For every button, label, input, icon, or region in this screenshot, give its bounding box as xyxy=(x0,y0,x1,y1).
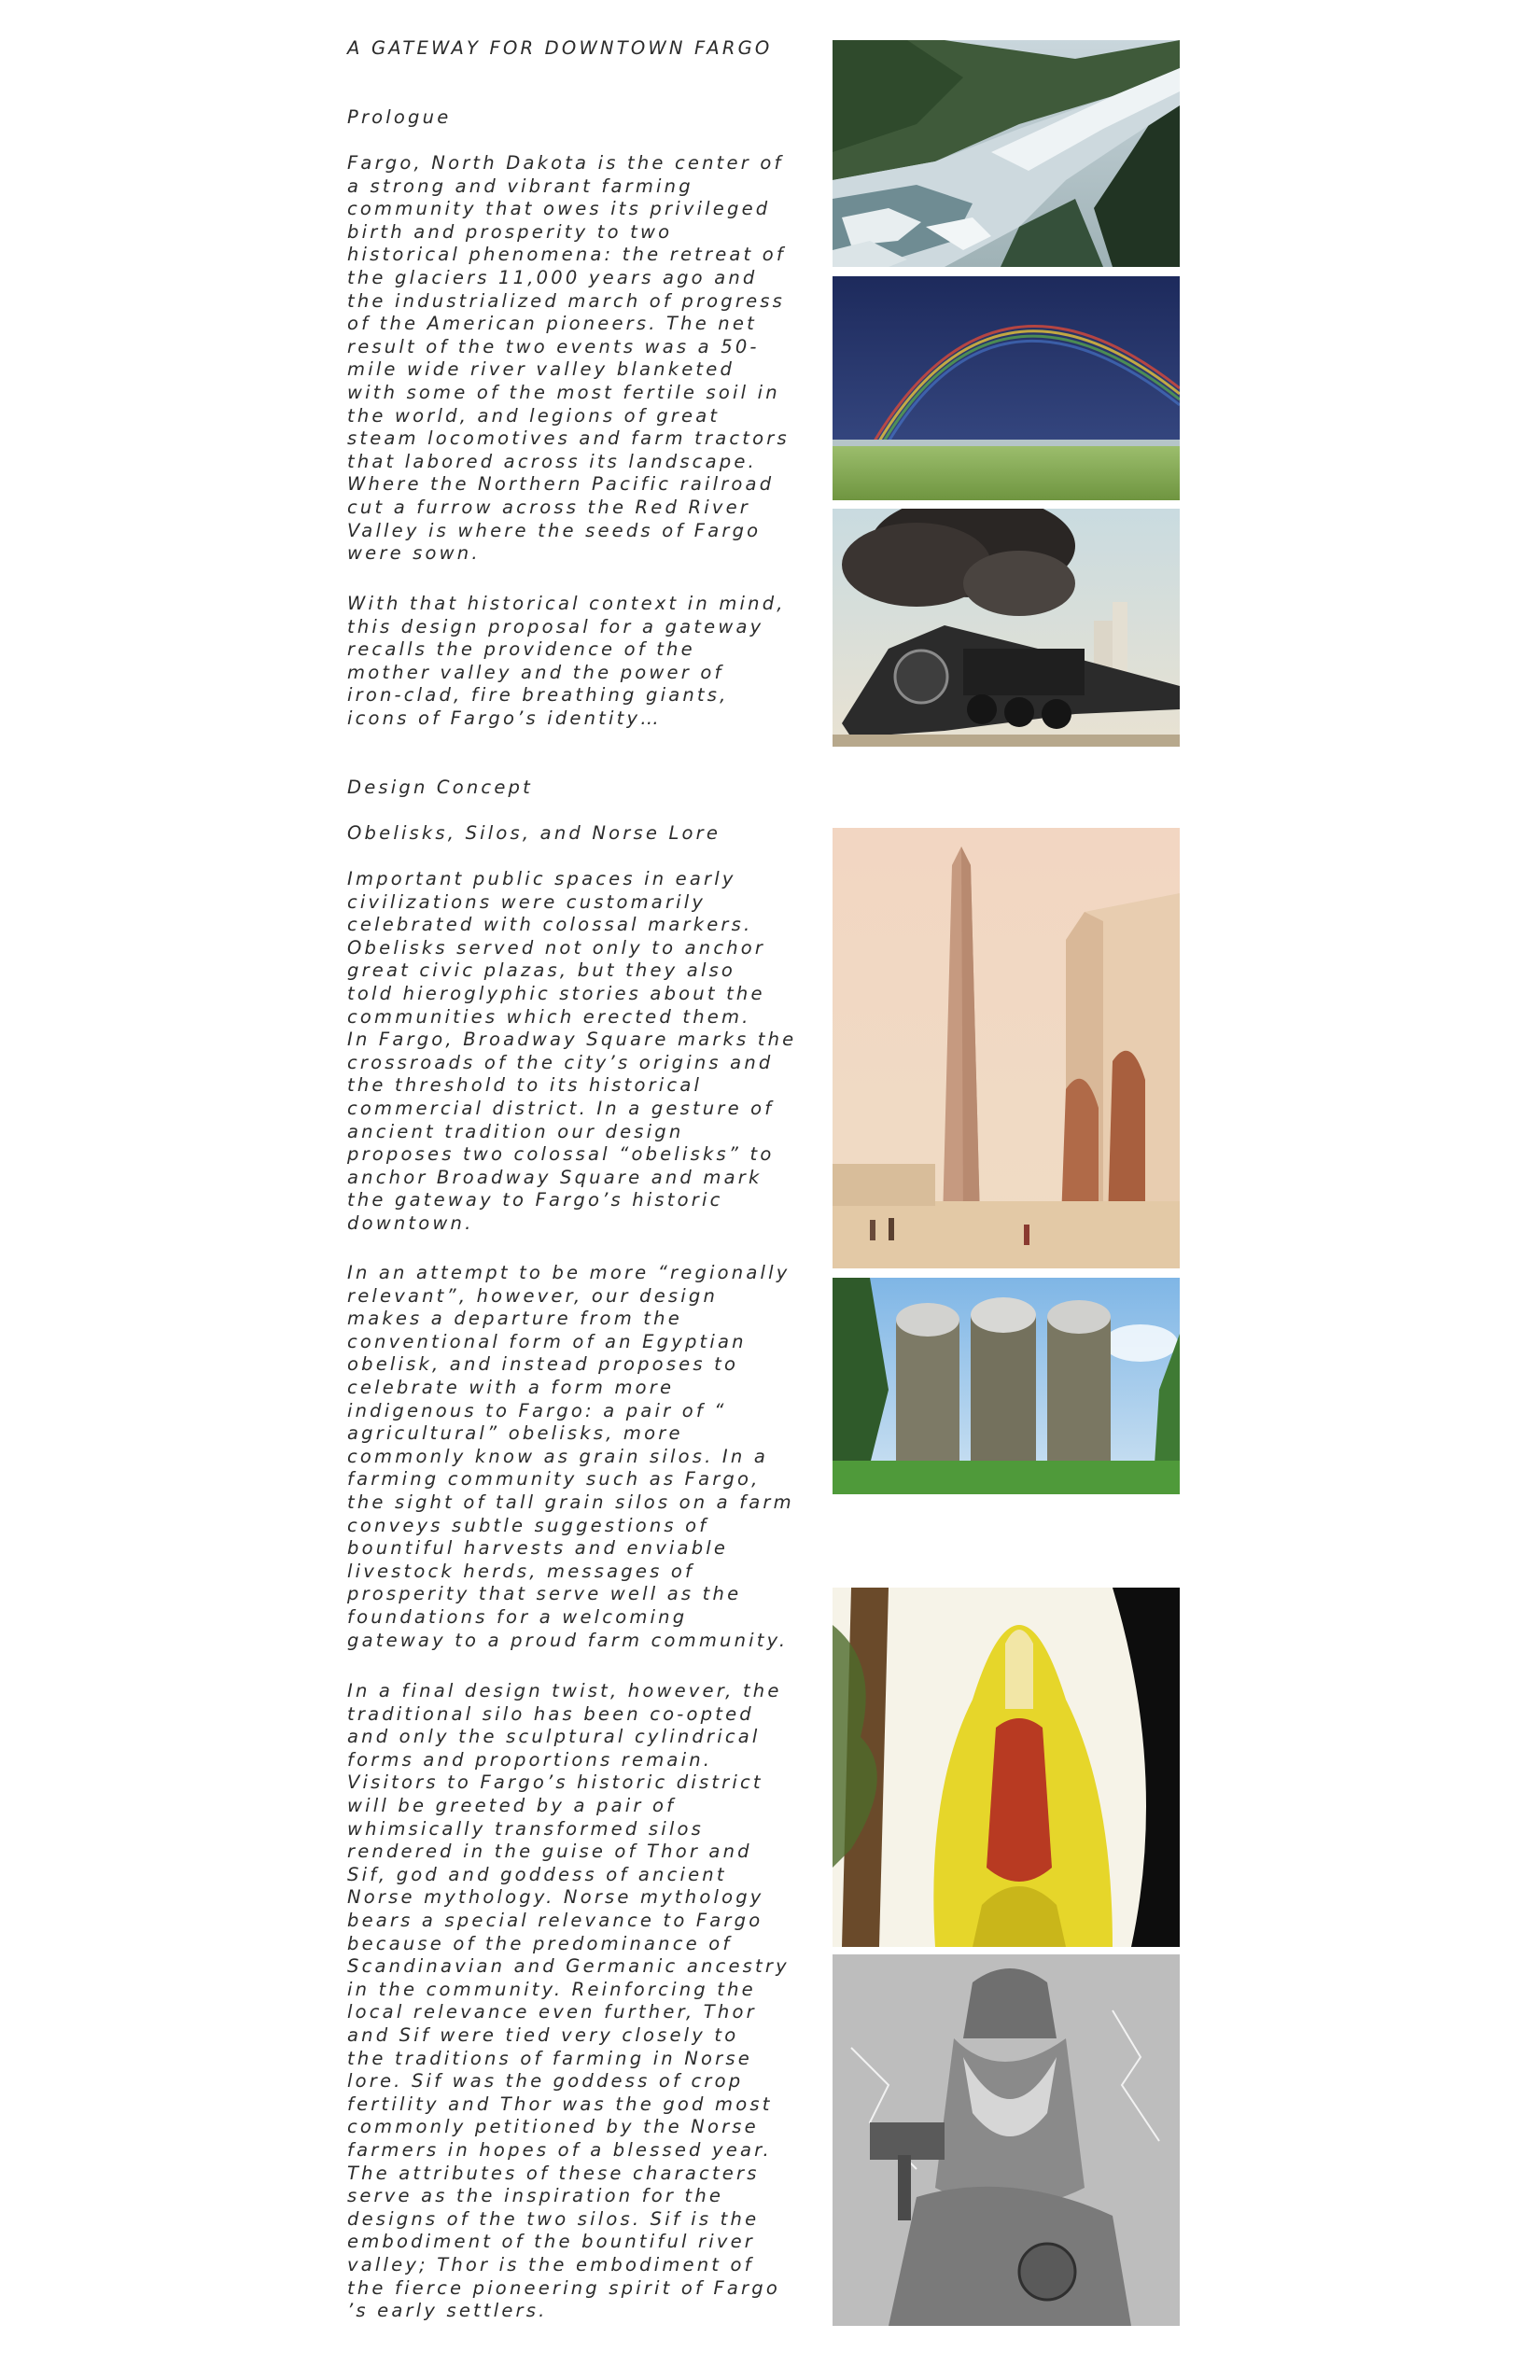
design-paragraph-2-line: celebrate with a form more xyxy=(347,1377,675,1398)
prologue-paragraph-2-line: this design proposal for a gateway xyxy=(347,615,764,637)
design-paragraph-2-line: agricultural” obelisks, more xyxy=(347,1422,683,1445)
design-paragraph-3-line: Norse mythology. Norse mythology xyxy=(347,1886,764,1909)
design-paragraph-3-line: ’s early settlers. xyxy=(347,2300,548,2322)
design-paragraph-2-line: obelisk, and instead proposes to xyxy=(347,1353,739,1376)
design-paragraph-3-line: traditional silo has been co-opted xyxy=(347,1702,754,1725)
document-title: A GATEWAY FOR DOWNTOWN FARGO xyxy=(347,37,773,59)
design-paragraph-3-line: whimsically transformed silos xyxy=(347,1817,704,1840)
prologue-paragraph-2-line: iron-clad, fire breathing giants, xyxy=(347,684,729,707)
design-paragraph-2-line: indigenous to Fargo: a pair of “ xyxy=(347,1399,727,1421)
design-paragraph-3-line: farmers in hopes of a blessed year. xyxy=(347,2139,772,2161)
design-paragraph-3-line: and only the sculptural cylindrical xyxy=(347,1726,761,1748)
prologue-paragraph-1-line: the world, and legions of great xyxy=(347,404,721,427)
prologue-heading: Prologue xyxy=(347,106,452,128)
rainbow-prairie-photo xyxy=(833,276,1180,500)
design-paragraph-2-line: livestock herds, messages of xyxy=(347,1560,695,1582)
design-paragraph-1-line: downtown. xyxy=(347,1212,474,1234)
design-paragraph-1-line: Important public spaces in early xyxy=(347,868,736,889)
prologue-paragraph-1-line: that labored across its landscape. xyxy=(347,450,757,472)
steam-locomotive-photo xyxy=(833,509,1180,747)
grain-silos-photo xyxy=(833,1278,1180,1494)
design-paragraph-2-line: commonly know as grain silos. In a xyxy=(347,1445,768,1467)
design-paragraph-3-line: in the community. Reinforcing the xyxy=(347,1978,756,2000)
design-paragraph-3-line: commonly petitioned by the Norse xyxy=(347,2116,759,2138)
thor-god-illustration xyxy=(833,1954,1180,2326)
design-paragraph-1-line: the threshold to its historical xyxy=(347,1074,703,1097)
design-paragraph-1-line: crossroads of the city’s origins and xyxy=(347,1051,774,1073)
design-paragraph-2-line: conveys subtle suggestions of xyxy=(347,1514,709,1536)
design-paragraph-3-line: rendered in the guise of Thor and xyxy=(347,1841,752,1863)
glacier-valley-photo xyxy=(833,40,1180,267)
design-paragraph-3-line: embodiment of the bountiful river xyxy=(347,2231,756,2253)
prologue-paragraph-1-line: the industrialized march of progress xyxy=(347,289,786,312)
design-paragraph-1-line: civilizations were customarily xyxy=(347,890,707,913)
prologue-paragraph-1-line: birth and prosperity to two xyxy=(347,220,673,243)
design-paragraph-1-line: the gateway to Fargo’s historic xyxy=(347,1189,723,1211)
design-paragraph-3-line: valley; Thor is the embodiment of xyxy=(347,2254,754,2275)
design-paragraph-2-line: bountiful harvests and enviable xyxy=(347,1537,729,1560)
design-paragraph-2-line: the sight of tall grain silos on a farm xyxy=(347,1491,794,1513)
prologue-paragraph-1-line: of the American pioneers. The net xyxy=(347,313,757,335)
design-paragraph-2-line: gateway to a proud farm community. xyxy=(347,1629,789,1651)
design-paragraph-3-line: lore. Sif was the goddess of crop xyxy=(347,2070,744,2093)
design-paragraph-1-line: communities which erected them. xyxy=(347,1005,751,1028)
design-paragraph-3-line: forms and proportions remain. xyxy=(347,1748,713,1771)
design-paragraph-3-line: serve as the inspiration for the xyxy=(347,2185,724,2207)
design-paragraph-1-line: ancient tradition our design xyxy=(347,1120,684,1142)
prologue-paragraph-1-line: were sown. xyxy=(347,542,481,565)
prologue-paragraph-1-line: mile wide river valley blanketed xyxy=(347,358,735,381)
design-paragraph-1-line: Obelisks served not only to anchor xyxy=(347,936,766,959)
design-paragraph-3-line: and Sif were tied very closely to xyxy=(347,2024,739,2046)
design-paragraph-1-line: great civic plazas, but they also xyxy=(347,959,736,982)
prologue-paragraph-1-line: historical phenomena: the retreat of xyxy=(347,244,786,266)
design-paragraph-3-line: local relevance even further, Thor xyxy=(347,2001,757,2023)
design-paragraph-3-line: Sif, god and goddess of ancient xyxy=(347,1863,727,1885)
design-paragraph-2-line: prosperity that serve well as the xyxy=(347,1583,742,1605)
design-paragraph-1-line: celebrated with colossal markers. xyxy=(347,914,753,936)
prologue-paragraph-1-line: community that owes its privileged xyxy=(347,198,771,220)
design-paragraph-3-line: bears a special relevance to Fargo xyxy=(347,1910,763,1931)
design-paragraph-3-line: In a final design twist, however, the xyxy=(347,1680,782,1701)
prologue-paragraph-1-line: steam locomotives and farm tractors xyxy=(347,427,790,450)
design-concept-heading: Design Concept xyxy=(347,777,533,798)
design-paragraph-3-line: the traditions of farming in Norse xyxy=(347,2047,752,2069)
design-paragraph-3-line: The attributes of these characters xyxy=(347,2162,760,2184)
prologue-paragraph-1-line: with some of the most fertile soil in xyxy=(347,382,780,403)
prologue-paragraph-1-line: result of the two events was a 50- xyxy=(347,335,760,357)
design-paragraph-2-line: In an attempt to be more “regionally xyxy=(347,1262,791,1283)
design-paragraph-2-line: foundations for a welcoming xyxy=(347,1606,688,1628)
prologue-paragraph-1-line: Valley is where the seeds of Fargo xyxy=(347,519,762,541)
design-paragraph-1-line: told hieroglyphic stories about the xyxy=(347,983,765,1004)
prologue-paragraph-1-line: Fargo, North Dakota is the center of xyxy=(347,152,784,174)
prologue-paragraph-1-line: Where the Northern Pacific railroad xyxy=(347,473,775,496)
design-paragraph-1-line: In Fargo, Broadway Square marks the xyxy=(347,1029,797,1051)
sif-goddess-illustration xyxy=(833,1588,1180,1947)
design-paragraph-3-line: fertility and Thor was the god most xyxy=(347,2093,773,2115)
prologue-paragraph-1-line: the glaciers 11,000 years ago and xyxy=(347,267,758,288)
design-paragraph-3-line: Scandinavian and Germanic ancestry xyxy=(347,1955,790,1978)
design-paragraph-2-line: relevant”, however, our design xyxy=(347,1284,719,1307)
egyptian-obelisk-painting xyxy=(833,828,1180,1268)
design-subheading: Obelisks, Silos, and Norse Lore xyxy=(347,822,721,844)
design-paragraph-2-line: conventional form of an Egyptian xyxy=(347,1330,747,1352)
design-paragraph-3-line: designs of the two silos. Sif is the xyxy=(347,2207,760,2230)
design-paragraph-1-line: proposes two colossal “obelisks” to xyxy=(347,1143,775,1166)
design-paragraph-3-line: because of the predominance of xyxy=(347,1932,733,1954)
prologue-paragraph-1-line: a strong and vibrant farming xyxy=(347,175,693,197)
design-paragraph-2-line: makes a departure from the xyxy=(347,1308,682,1330)
design-paragraph-3-line: Visitors to Fargo’s historic district xyxy=(347,1771,763,1794)
design-paragraph-1-line: anchor Broadway Square and mark xyxy=(347,1166,763,1188)
prologue-paragraph-2-line: recalls the providence of the xyxy=(347,638,695,661)
prologue-paragraph-2-line: icons of Fargo’s identity… xyxy=(347,707,662,729)
prologue-paragraph-2-line: mother valley and the power of xyxy=(347,661,724,683)
design-paragraph-3-line: the fierce pioneering spirit of Fargo xyxy=(347,2276,780,2299)
design-paragraph-2-line: farming community such as Fargo, xyxy=(347,1468,761,1491)
prologue-paragraph-1-line: cut a furrow across the Red River xyxy=(347,497,750,518)
prologue-paragraph-2-line: With that historical context in mind, xyxy=(347,593,786,614)
design-paragraph-3-line: will be greeted by a pair of xyxy=(347,1795,677,1816)
design-paragraph-1-line: commercial district. In a gesture of xyxy=(347,1098,775,1119)
